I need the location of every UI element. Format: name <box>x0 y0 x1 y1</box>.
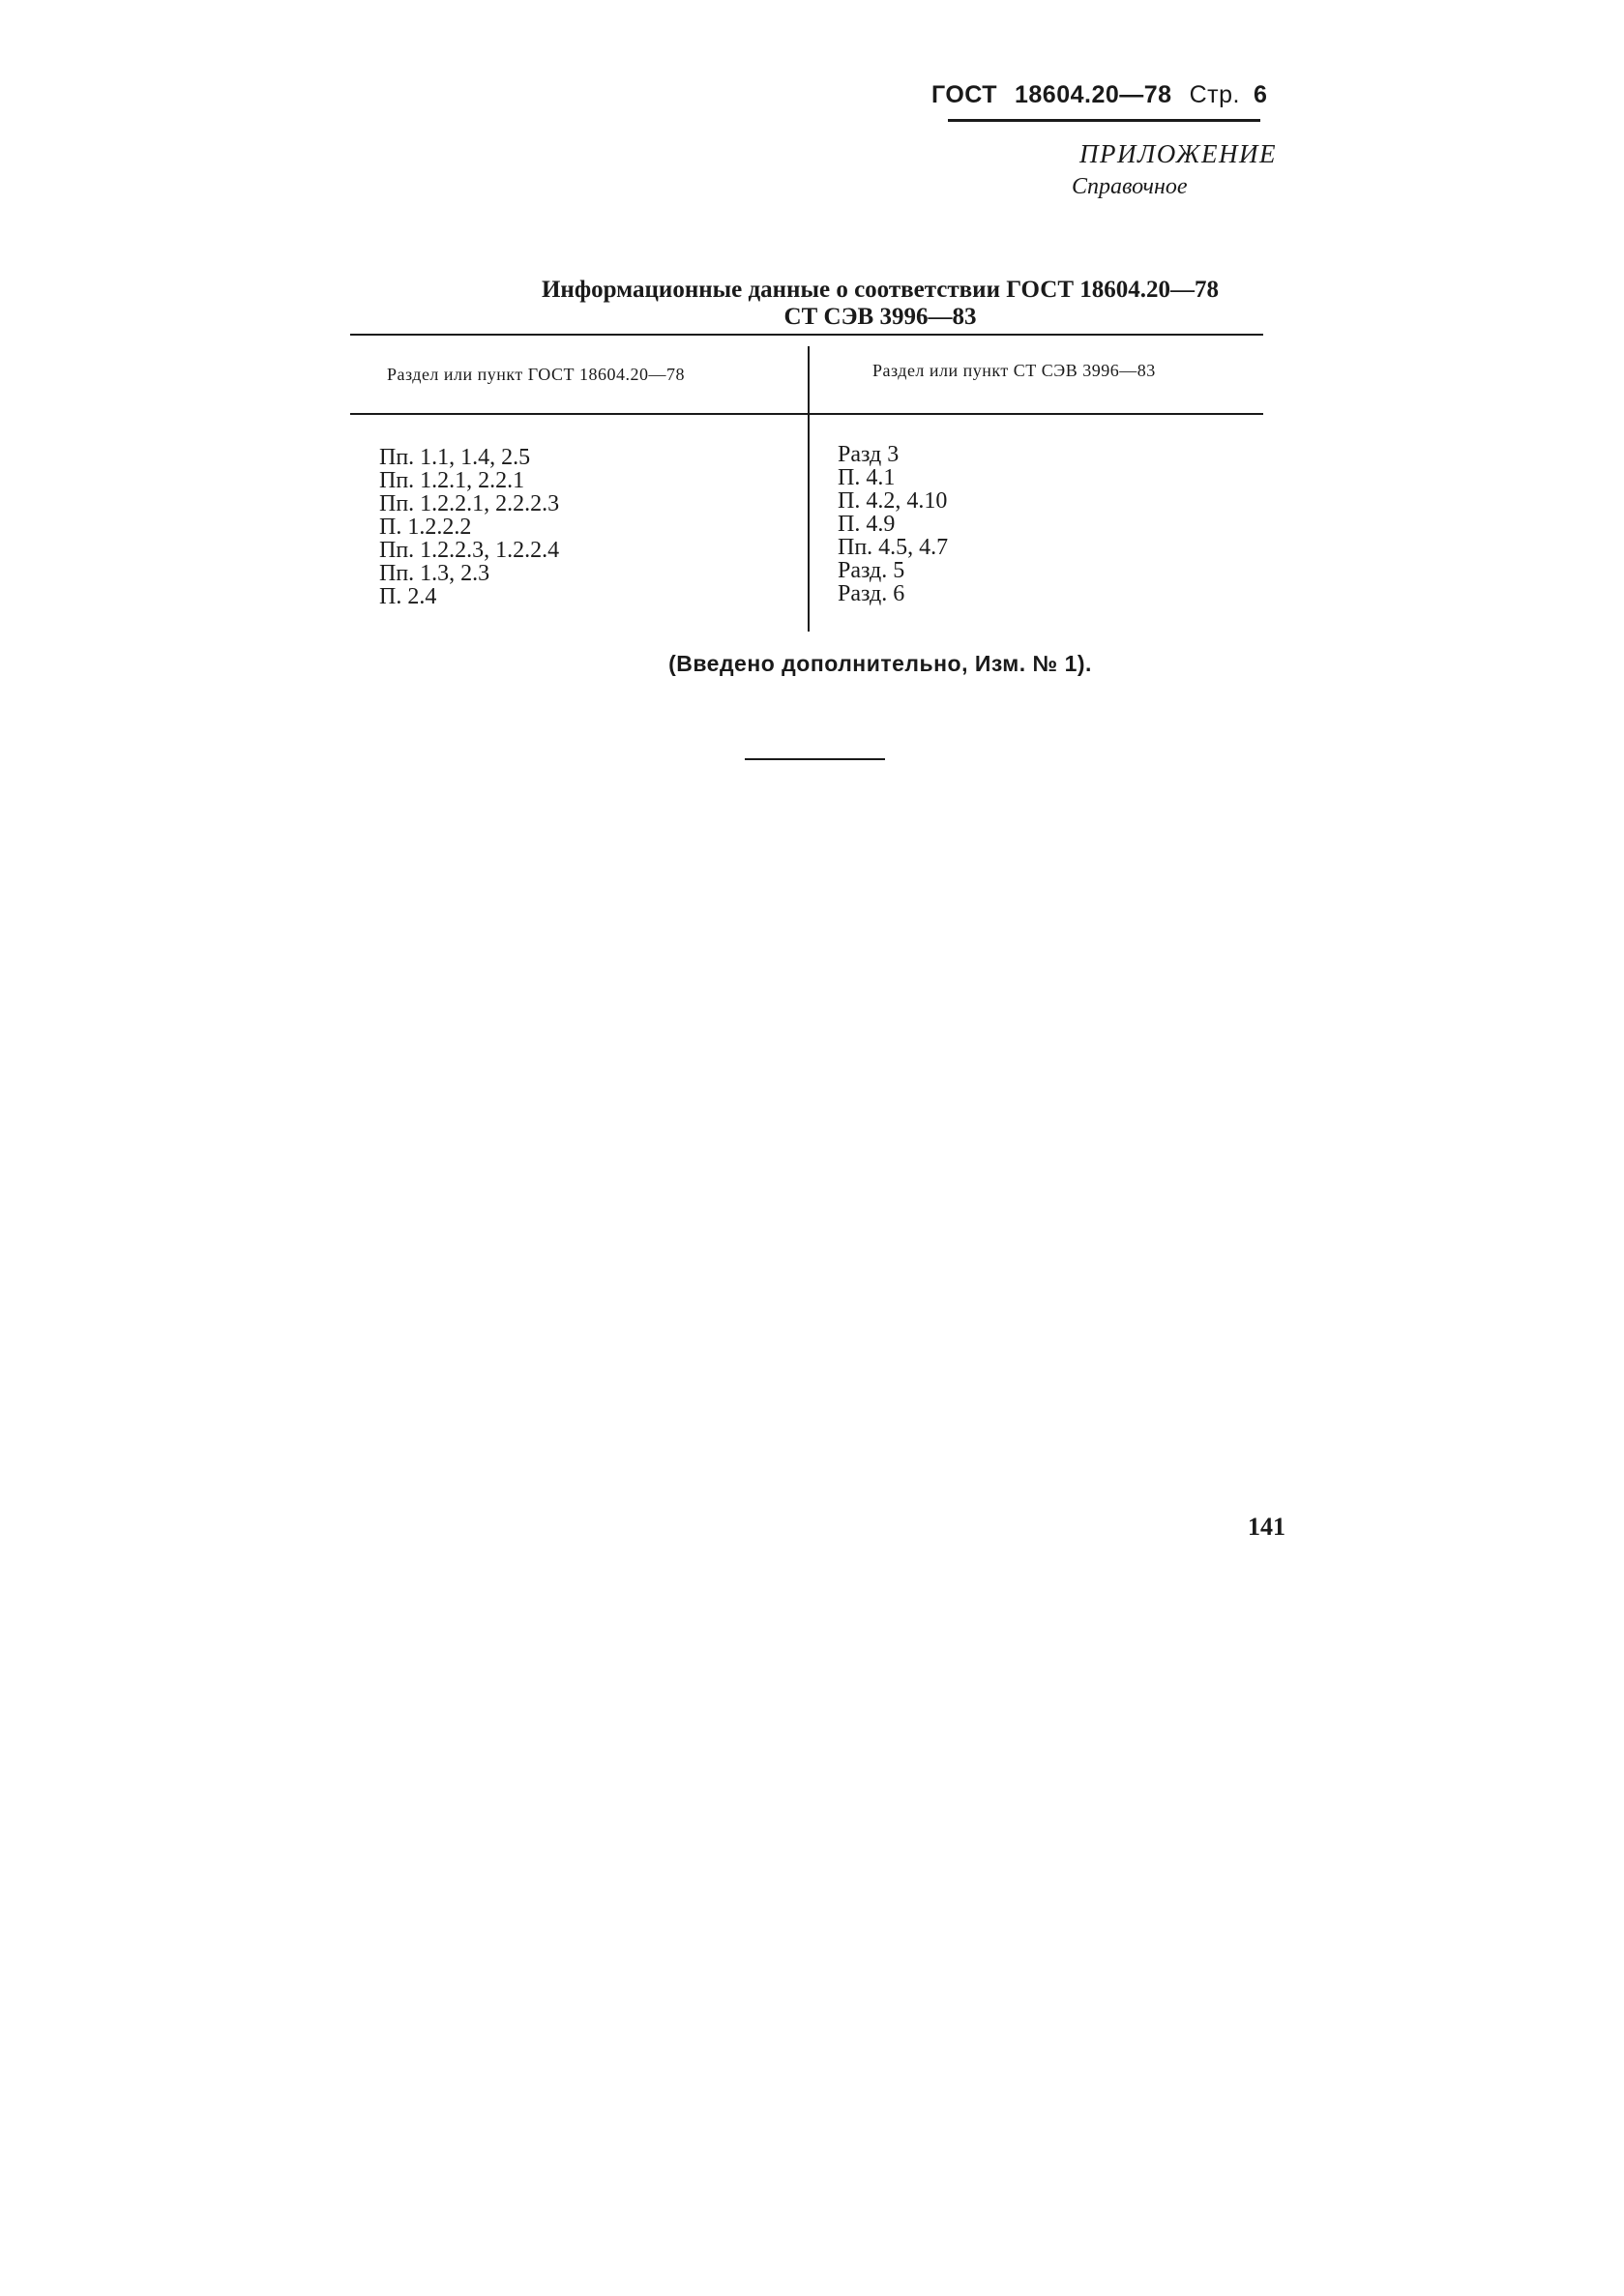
page-number: 6 <box>1253 81 1268 108</box>
amendment-note: (Введено дополнительно, Изм. № 1). <box>668 651 1092 676</box>
gost-label: ГОСТ <box>931 81 997 108</box>
table-cell: П. 1.2.2.2 <box>379 515 472 540</box>
column-header-gost: Раздел или пункт ГОСТ 18604.20—78 <box>387 365 685 384</box>
gost-column <box>379 446 559 608</box>
table-cell: Пп. 1.1, 1.4, 2.5 <box>379 445 531 470</box>
table-cell: П. 4.9 <box>838 512 896 537</box>
table-cell: Пп. 1.2.2.3, 1.2.2.4 <box>379 538 560 563</box>
header-rule <box>948 119 1260 122</box>
appendix-subtitle: Справочное <box>1072 174 1188 199</box>
table-cell: Пп. 1.2.1, 2.2.1 <box>379 468 525 493</box>
page-label: Стр. <box>1189 81 1240 108</box>
running-header <box>931 81 1268 120</box>
st-sev-column <box>838 443 948 605</box>
table-cell: Разд. 6 <box>838 581 905 606</box>
table-cell: П. 4.1 <box>838 465 896 490</box>
table-cell: П. 2.4 <box>379 584 437 609</box>
table-title <box>348 277 1412 331</box>
table-top-rule <box>350 334 1263 336</box>
table-column-divider <box>808 346 810 632</box>
table-header-rule <box>350 413 1263 415</box>
table-cell: Пп. 1.2.2.1, 2.2.2.3 <box>379 491 560 516</box>
correspondence-table <box>350 334 1263 632</box>
page-folio: 141 <box>1248 1513 1285 1541</box>
table-title-line-1: Информационные данные о соответствии ГОСТ 18604.20—78 <box>541 277 1219 303</box>
table-cell: Разд 3 <box>838 442 900 467</box>
table-cell: Пп. 1.3, 2.3 <box>379 561 490 586</box>
table-cell: П. 4.2, 4.10 <box>838 488 948 514</box>
appendix-title: ПРИЛОЖЕНИЕ <box>1079 139 1277 168</box>
table-cell: Разд. 5 <box>838 558 905 583</box>
table-title-line-2: СТ СЭВ 3996—83 <box>783 304 977 330</box>
table-cell: Пп. 4.5, 4.7 <box>838 535 949 560</box>
standard-code: 18604.20—78 <box>1015 81 1172 108</box>
column-header-st-sev: Раздел или пункт СТ СЭВ 3996—83 <box>872 361 1156 380</box>
closing-rule <box>745 758 885 760</box>
